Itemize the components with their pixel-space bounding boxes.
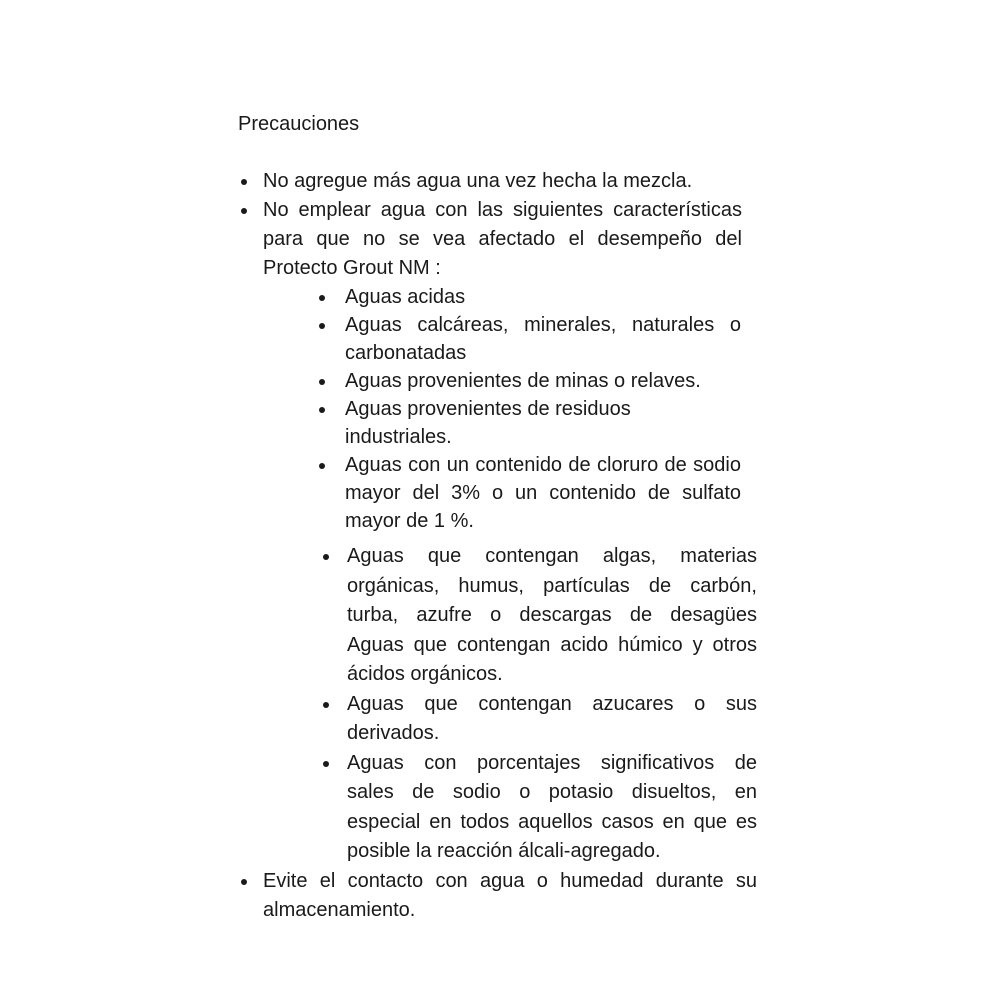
bullet-icon — [241, 179, 247, 185]
bullet-item — [345, 283, 741, 311]
text-line: mayor de 1 %. — [345, 510, 474, 532]
text-line: Aguas provenientes de residuos industriales. — [345, 398, 631, 448]
text-line: Aguas acidas — [345, 286, 466, 308]
text-line: Aguas que contengan azucares o sus — [347, 692, 757, 715]
text-line: posible la reacción álcali-agregado. — [347, 840, 661, 862]
text-line: No agregue más agua una vez hecha la mezcla. — [263, 170, 693, 192]
bullet-item — [263, 867, 757, 925]
text-line: Aguas con porcentajes significativos de — [347, 751, 757, 774]
text-line: ácidos orgánicos. — [347, 663, 503, 685]
bullet-icon — [319, 379, 325, 385]
bullet-item — [345, 311, 741, 367]
text-line: Aguas que contengan acido húmico y otros — [347, 633, 757, 656]
text-line: Aguas provenientes de minas o relaves. — [345, 370, 701, 392]
text-line: carbonatadas — [345, 342, 467, 364]
bullet-item — [345, 367, 741, 395]
bullet-icon — [323, 761, 329, 767]
bullet-item — [345, 395, 741, 451]
bullet-icon — [241, 879, 247, 885]
bullet-item — [263, 167, 742, 196]
text-line: para que no se vea afectado el desempeño del — [263, 228, 742, 250]
bullet-icon — [241, 208, 247, 214]
text-line: Aguas que contengan algas, materias — [347, 545, 757, 567]
bullet-icon — [319, 463, 325, 469]
bullet-icon — [319, 295, 325, 301]
text-line: orgánicas, humus, partículas de carbón, — [347, 574, 757, 597]
text-line: derivados. — [347, 722, 440, 744]
text-line: turba, azufre o descargas de desagües — [347, 604, 757, 626]
text-line: Aguas con un contenido de cloruro de sodio — [345, 454, 741, 476]
document-page — [0, 110, 1000, 925]
document-body — [0, 167, 1000, 925]
text-line: especial en todos aquellos casos en que es — [347, 810, 757, 833]
text-line: No emplear agua con las siguientes características — [263, 199, 742, 221]
bullet-icon — [323, 554, 329, 560]
bullet-item — [347, 749, 757, 867]
text-line: Evite el contacto con agua o humedad durante su — [263, 869, 757, 892]
bullet-item — [345, 451, 741, 535]
bullet-item — [347, 542, 757, 690]
text-line: sales de sodio o potasio disueltos, en — [347, 781, 757, 803]
bullet-item — [347, 690, 757, 749]
bullet-item — [263, 196, 742, 283]
text-line: mayor del 3% o un contenido de sulfato — [345, 482, 741, 504]
bullet-icon — [323, 702, 329, 708]
bullet-icon — [319, 323, 325, 329]
bullet-icon — [319, 407, 325, 413]
text-line: Aguas calcáreas, minerales, naturales o — [345, 314, 741, 336]
text-line: Protecto Grout NM : — [263, 257, 441, 279]
text-line: almacenamiento. — [263, 898, 416, 921]
document-title: Precauciones — [238, 113, 360, 135]
